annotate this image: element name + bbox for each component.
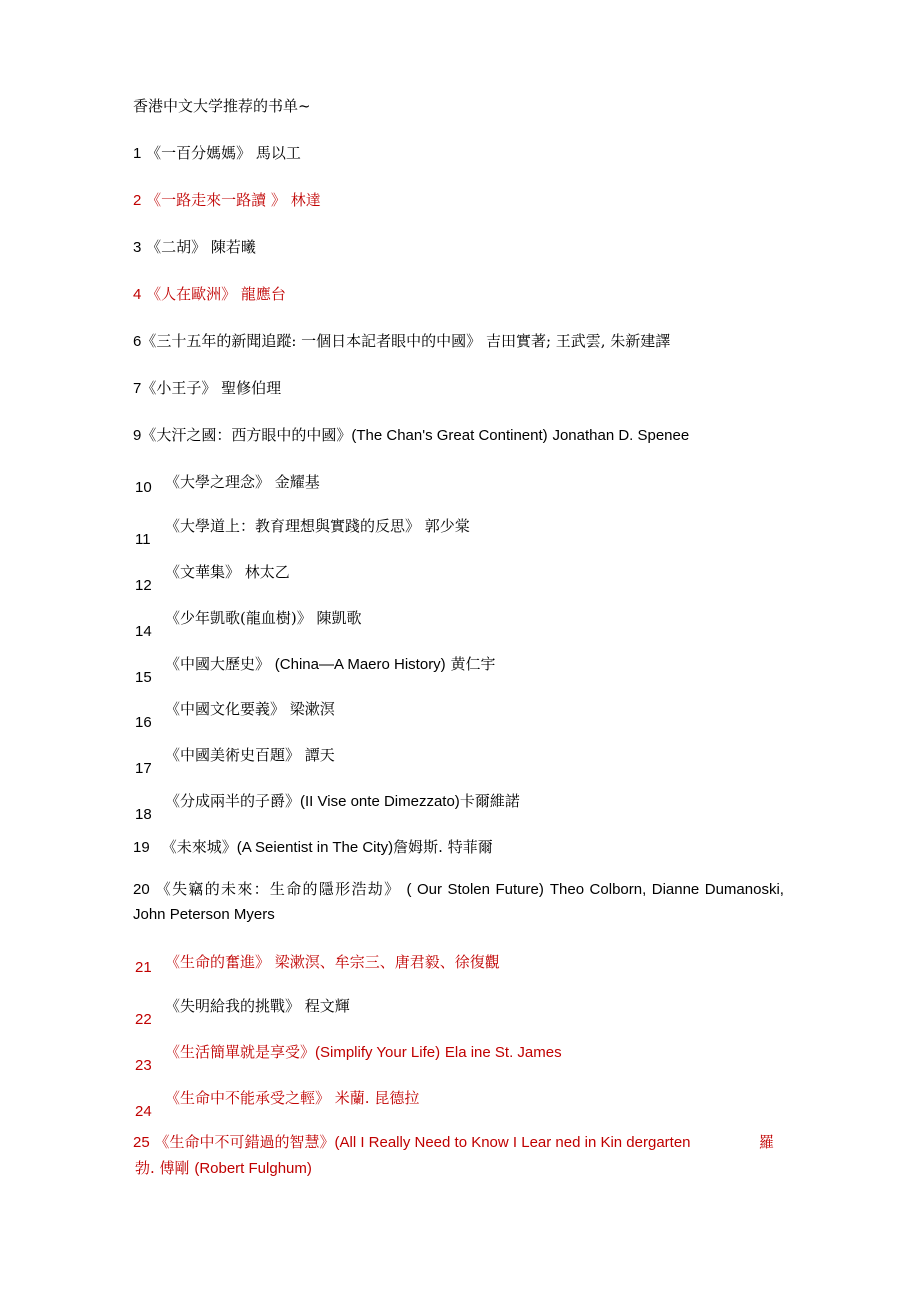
list-item (133, 143, 301, 164)
item-title: 《生命中不能承受之輕》 (165, 1089, 331, 1107)
item-number: 11 (135, 531, 151, 548)
item-title: 《三十五年的新聞追蹤: 一個日本記者眼中的中國》 (141, 332, 482, 350)
item-author: 梁漱溟、牟宗三、唐君毅、徐復觀 (274, 953, 500, 971)
item-author: 林太乙 (244, 563, 290, 581)
item-number: 16 (135, 714, 152, 731)
item-original-title: (Simplify Your Life) (315, 1044, 441, 1061)
item-author: 金耀基 (274, 473, 320, 491)
list-item (133, 237, 256, 258)
list-item (133, 190, 321, 211)
item-title: 《人在歐洲》 (146, 285, 237, 303)
item-number: 18 (135, 806, 152, 823)
list-item (165, 791, 520, 812)
item-author: 馬以工 (255, 144, 301, 162)
item-title: 《生命中不可錯過的智慧》 (154, 1133, 335, 1151)
item-title: 《大學之理念》 (165, 473, 271, 491)
item-author-rest: 勃. 傅剛 (135, 1159, 190, 1177)
list-item (165, 472, 320, 492)
list-item (133, 877, 784, 927)
item-number: 3 (133, 239, 142, 256)
item-title: 《二胡》 (146, 238, 207, 256)
list-item (165, 654, 495, 675)
item-author: Theo Colborn, Dianne Dumanoski, John Peterson Myers (133, 881, 784, 923)
item-author: 譚天 (304, 746, 335, 764)
item-number: 2 (133, 192, 142, 209)
item-title: 《中國美術史百題》 (165, 746, 301, 764)
list-item (133, 331, 670, 352)
item-author: Ela ine St. James (444, 1044, 562, 1061)
list-item (165, 1042, 562, 1063)
item-title: 《分成兩半的子爵》 (165, 792, 301, 810)
item-title: 《未來城》 (161, 838, 237, 856)
item-number: 15 (135, 669, 152, 686)
item-author: 郭少棠 (424, 517, 470, 535)
list-item (165, 1088, 419, 1108)
item-number: 21 (135, 959, 152, 976)
item-title: 《生命的奮進》 (165, 953, 271, 971)
item-title: 《中國文化要義》 (165, 700, 286, 718)
list-item (133, 1132, 691, 1153)
list-item (165, 562, 290, 582)
list-item (165, 699, 335, 719)
list-item (133, 837, 493, 858)
item-title: 《失竊的未來：生命的隱形浩劫》 (155, 880, 401, 898)
item-author: 龍應台 (240, 285, 286, 303)
item-title: 《大汗之國：西方眼中的中國》 (141, 426, 352, 444)
item-author: 聖修伯理 (221, 379, 282, 397)
item-title: 《一百分媽媽》 (146, 144, 252, 162)
item-author: 黄仁宇 (450, 655, 496, 673)
item-number: 24 (135, 1103, 152, 1120)
item-number: 4 (133, 286, 142, 303)
item-original-title: (China—A Maero History) (274, 656, 446, 673)
item-title: 《生活簡單就是享受》 (165, 1043, 316, 1061)
item-author: 卡爾維諾 (459, 792, 520, 810)
list-item (165, 996, 350, 1016)
item-title: 《失明給我的挑戰》 (165, 997, 301, 1015)
item-number: 9 (133, 427, 142, 444)
item-number: 6 (133, 333, 142, 350)
item-number: 14 (135, 623, 152, 640)
list-item (165, 952, 500, 972)
item-original-title: ( Our Stolen Future) (406, 881, 544, 898)
item-number: 23 (135, 1057, 152, 1074)
item-title: 《一路走來一路讀 》 (146, 191, 286, 209)
page-title: 香港中文大学推荐的书单~ (133, 97, 311, 115)
item-author: 米蘭. 昆德拉 (334, 1089, 420, 1107)
item-original-title: (A Seientist in The City) (236, 839, 394, 856)
list-item (165, 516, 470, 536)
item-number: 17 (135, 760, 152, 777)
item-number: 1 (133, 145, 142, 162)
item-number: 12 (135, 577, 152, 594)
item-author: 程文輝 (304, 997, 350, 1015)
item-number: 7 (133, 380, 142, 397)
list-item (133, 425, 689, 446)
item-author: 林達 (290, 191, 321, 209)
list-item (165, 745, 335, 765)
item-author: 陳凱歌 (316, 609, 362, 627)
item-original-title: (All I Really Need to Know I Lear ned in Kin dergarten (334, 1134, 691, 1151)
list-item (133, 378, 281, 399)
item-author-en: (Robert Fulghum) (194, 1160, 312, 1177)
item-number: 19 (133, 839, 150, 856)
item-author: 梁漱溟 (289, 700, 335, 718)
item-author-start: 羅 (759, 1133, 775, 1151)
item-title: 《大學道上：教育理想與實踐的反思》 (165, 517, 421, 535)
item-original-title: (II Vise onte Dimezzato) (300, 793, 460, 810)
item-author: Jonathan D. Spenee (552, 427, 690, 444)
item-title: 《中國大歷史》 (165, 655, 271, 673)
item-number: 22 (135, 1011, 152, 1028)
item-number: 20 (133, 881, 150, 898)
item-number: 10 (135, 479, 152, 496)
item-author: 吉田實著; 王武雲, 朱新建譯 (485, 332, 671, 350)
list-item (165, 608, 362, 628)
list-item (133, 284, 286, 305)
item-author: 陳若曦 (210, 238, 256, 256)
item-author: 詹姆斯. 特菲爾 (393, 838, 493, 856)
item-title: 《少年凱歌(龍血樹)》 (165, 609, 312, 627)
item-number: 25 (133, 1134, 150, 1151)
item-original-title: (The Chan's Great Continent) (351, 427, 548, 444)
list-item-continuation (135, 1158, 312, 1179)
item-title: 《文華集》 (165, 563, 241, 581)
item-title: 《小王子》 (141, 379, 217, 397)
